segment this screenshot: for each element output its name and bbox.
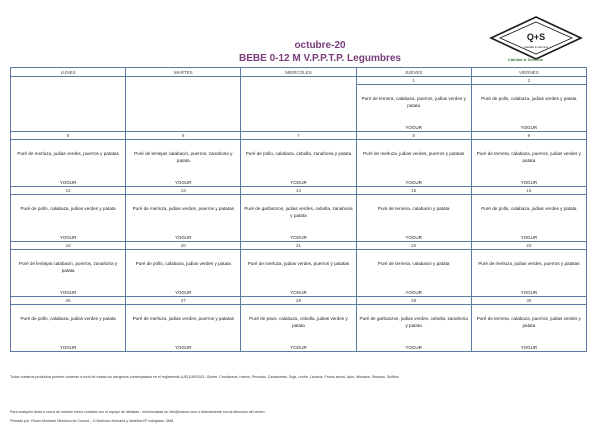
dessert-text: YOGUR xyxy=(59,290,77,295)
dessert-text: YOGUR xyxy=(405,235,422,240)
weekday-header: MIERCOLES xyxy=(241,68,356,77)
week-row xyxy=(11,242,587,297)
meal-text: Puré de garbanzos, judias verdes, cebolla, zanahoria y patata xyxy=(244,206,353,218)
day-cell xyxy=(126,132,241,187)
day-number: 7 xyxy=(241,132,355,140)
day-number: 30 xyxy=(472,297,586,305)
week-row xyxy=(11,187,587,242)
day-cell xyxy=(11,187,126,242)
day-cell xyxy=(356,77,471,132)
weekday-header: JUEVES xyxy=(356,68,471,77)
day-number: 26 xyxy=(11,297,125,305)
dessert-text: YOGUR xyxy=(290,180,307,185)
day-cell xyxy=(356,297,471,352)
day-number: 16 xyxy=(472,187,586,195)
dessert-text: YOGUR xyxy=(520,290,538,295)
day-number: 23 xyxy=(472,242,586,250)
weekday-header-row xyxy=(11,68,587,77)
day-cell xyxy=(356,242,471,297)
menu-calendar xyxy=(10,67,587,352)
week-row xyxy=(11,132,587,187)
day-cell xyxy=(471,77,586,132)
day-number: 9 xyxy=(472,132,586,140)
day-number xyxy=(126,77,240,84)
day-number: 6 xyxy=(126,132,240,140)
meal-text: Puré de pollo, calabaza, judias verdes y patata xyxy=(20,206,116,211)
week-row xyxy=(11,77,587,132)
dessert-text: YOGUR xyxy=(405,180,422,185)
day-cell xyxy=(241,187,356,242)
day-number: 19 xyxy=(11,242,125,250)
dessert-text: YOGUR xyxy=(520,235,538,240)
day-cell xyxy=(11,242,126,297)
dessert-text: YOGUR xyxy=(290,235,307,240)
day-number: 20 xyxy=(126,242,240,250)
day-number: 22 xyxy=(357,242,471,250)
weekday-header: MARTES xyxy=(126,68,241,77)
meal-text: Puré de ternera, calabaza, puerros, judias verdes y patata xyxy=(476,316,581,328)
day-cell xyxy=(471,187,586,242)
dessert-text: YOGUR xyxy=(405,290,422,295)
meal-text: Puré de merluza, judias verdes, puerros y patatas xyxy=(132,316,234,321)
meal-text: Puré de pavo, calabaza, cebolla, judias verdes y patata xyxy=(249,316,348,328)
dessert-text: YOGUR xyxy=(59,180,77,185)
meal-text: Puré de ternera, calabacin y patata xyxy=(377,206,450,211)
day-number: 12 xyxy=(11,187,125,195)
dessert-text: YOGUR xyxy=(175,345,192,350)
day-cell xyxy=(241,297,356,352)
menu-month: octubre-20 xyxy=(294,40,346,51)
meal-text: Puré de pollo, calabaza, judias verdes y patata xyxy=(135,261,231,266)
dessert-text: YOGUR xyxy=(175,290,192,295)
day-number: 28 xyxy=(241,297,355,305)
day-number: 29 xyxy=(357,297,471,305)
meal-text: Puré de merluza, judias verdes, puerros y patatas xyxy=(247,261,350,266)
meal-text: Puré de lentejas calabacin, puerros, zanahoria y patata xyxy=(134,151,233,163)
day-number: 27 xyxy=(126,297,240,305)
day-cell xyxy=(126,77,241,132)
meal-text: Puré de pollo, calabaza, judias verdes y patata xyxy=(481,96,577,101)
day-cell xyxy=(356,187,471,242)
day-number: 8 xyxy=(357,132,471,140)
day-number: 21 xyxy=(241,242,355,250)
day-cell xyxy=(241,77,356,132)
day-cell xyxy=(126,187,241,242)
week-row xyxy=(11,297,587,352)
meal-text: Puré de merluza, judias verdes, puerros y patatas xyxy=(132,206,234,211)
weekday-header: VIERNES xyxy=(471,68,586,77)
meal-text: Puré de pollo, calabaza, judias verdes y patata xyxy=(481,206,577,211)
dessert-text: YOGUR xyxy=(59,235,77,240)
dessert-text: YOGUR xyxy=(290,290,307,295)
meal-text: Puré de merluza, judias verdes, puerros y patatas xyxy=(478,261,580,266)
day-number xyxy=(11,77,125,84)
meal-text: Puré de pollo, calabaza, cebolla, zanahoria y patata xyxy=(245,151,352,156)
day-cell xyxy=(11,297,126,352)
dessert-text: YOGUR xyxy=(520,125,538,130)
day-number: 2 xyxy=(472,77,586,85)
day-number xyxy=(241,77,355,84)
meal-text: Puré de pollo, calabaza, judias verdes y patata xyxy=(20,316,116,321)
logo-text: Q+S xyxy=(526,32,546,42)
dessert-text: YOGUR xyxy=(405,345,422,350)
dessert-text: YOGUR xyxy=(59,345,77,350)
dessert-text: YOGUR xyxy=(290,345,307,350)
meal-text: Puré de ternera, calabaza, puerros, judias verdes y patata xyxy=(361,96,466,108)
day-cell xyxy=(126,297,241,352)
day-cell xyxy=(356,132,471,187)
day-cell xyxy=(471,242,586,297)
meal-text: Puré de merluza, judias verdes, puerros y patatas xyxy=(362,151,465,156)
day-number: 14 xyxy=(241,187,355,195)
day-number: 1 xyxy=(357,77,471,85)
menu-subtitle: BEBE 0-12 M V.P.P.T.P. Legumbres xyxy=(239,53,401,64)
day-number: 15 xyxy=(357,187,471,195)
logo-caption: Calidad & Servicio xyxy=(508,57,544,62)
dessert-text: YOGUR xyxy=(520,180,538,185)
meal-text: Puré de merluza, judias verdes, puerros y patatas xyxy=(17,151,119,156)
day-cell xyxy=(11,132,126,187)
signature-note: Firmado por: Roser Montané Directora de Cesnut – D.Nutrición Humana y dietética Nº colegiado: 0681 xyxy=(10,419,174,423)
dessert-text: YOGUR xyxy=(405,125,422,130)
logo-caption-inner: Calidad & Servicio xyxy=(523,45,549,49)
meal-text: Puré de ternera, calabaza, puerros, judias verdes y patata xyxy=(476,151,581,163)
day-cell xyxy=(241,242,356,297)
day-cell xyxy=(471,297,586,352)
page-title-block xyxy=(170,40,470,65)
day-cell xyxy=(11,77,126,132)
weekday-header: LUNES xyxy=(11,68,126,77)
dessert-text: YOGUR xyxy=(520,345,538,350)
day-cell xyxy=(126,242,241,297)
meal-text: Puré de garbanzos, judias verdes, cebolla, zanahoria y patata xyxy=(359,316,468,328)
meal-text: Puré de ternera, calabacin y patata xyxy=(377,261,450,266)
meal-text: Puré de lentejas calabacin, puerros, zanahoria y patata xyxy=(18,261,118,273)
dessert-text: YOGUR xyxy=(175,235,192,240)
day-number: 5 xyxy=(11,132,125,140)
day-cell xyxy=(471,132,586,187)
dessert-text: YOGUR xyxy=(175,180,192,185)
allergen-note: Todos nuestros productos pueden contener a nivel de trazas los alergenos contemplados en el reglamento (UE)1169/2011: Gluten, Crustáceos, Huevo, Pescado, Cacahuetes, Soja, Leche, Lacteos, Frutos secos, Apio, Mostaza, Sésamo, Sulfitos xyxy=(10,375,399,379)
contact-note: Para cualquier duda o cerca de nuestro menú contacte con el equipo de dietistas - nutricionistas en info@cesnut.com o directamente con la dirección del centro. xyxy=(10,410,266,414)
day-cell xyxy=(241,132,356,187)
day-number: 13 xyxy=(126,187,240,195)
